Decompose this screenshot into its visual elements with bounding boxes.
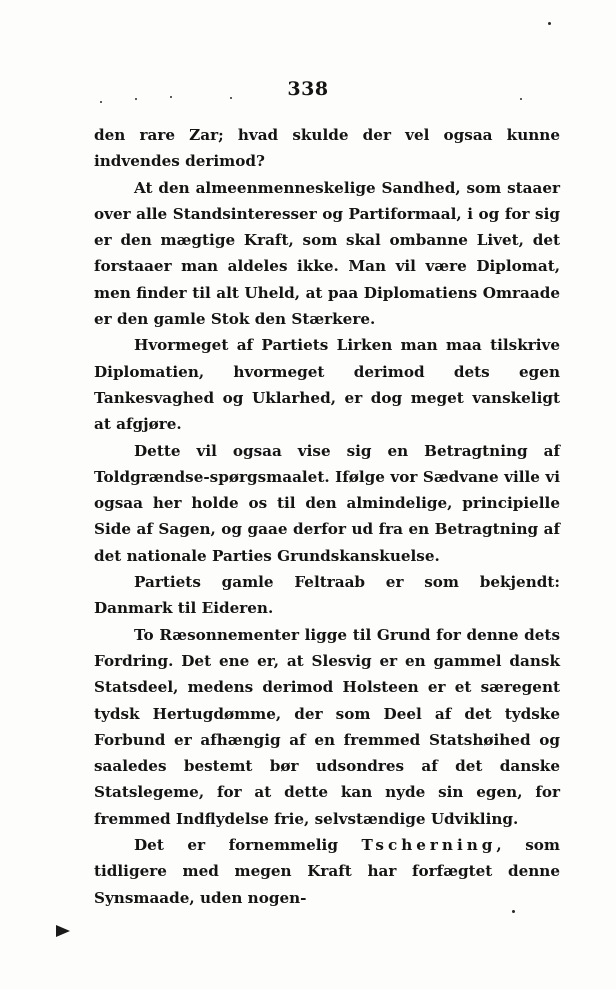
paragraph: Dette vil ogsaa vise sig en Betragtning af Toldgrændse-spørgsmaalet. Ifølge vor Sædvane ville vi ogsaa her holde os til den almindelige, principielle Side af Sagen, og gaae derfor ud fra en Betragtning af det nationale Parties Grundskanskuelse. xyxy=(94,441,560,565)
paragraph: To Ræsonnementer ligge til Grund for denne dets Fordring. Det ene er, at Slesvig er en gammel dansk Statsdeel, medens derimod Holsteen er et særegent tydsk Hertugdømme, der som Deel af det tydske Forbund er afhængig af en fremmed Statshøihed og saaledes bestemt bør udsondres af det danske Statslegeme, for at dette kan nyde sin egen, for fremmed Indflydelse frie, selvstændige Udvikling. xyxy=(94,625,560,828)
page-number: 338 xyxy=(287,78,329,100)
paragraph: Partiets gamle Feltraab er som bekjendt: Danmark til Eideren. xyxy=(94,573,560,618)
ink-speck xyxy=(548,22,551,25)
paragraph-text: , som tidligere med megen Kraft har forfægtet denne Synsmaade, uden nogen- xyxy=(94,836,560,907)
triangle-mark-icon xyxy=(56,925,70,937)
paragraph-continued: den rare Zar; hvad skulde der vel ogsaa kunne indvendes derimod? xyxy=(94,126,560,171)
ink-speck xyxy=(100,101,102,103)
paragraph: Hvormeget af Partiets Lirken man maa tilskrive Diplomatien, hvormeget derimod dets egen Tankesvaghed og Uklarhed, er dog meget vanskeligt at afgjøre. xyxy=(94,336,560,434)
paragraph: At den almeenmenneskelige Sandhed, som staaer over alle Standsinteresser og Partiformaal, i og for sig er den mægtige Kraft, som skal ombanne Livet, det forstaaer man aldeles ikke. Man vil være Diplomat, men finder til alt Uheld, at paa Diplomatiens Omraade er den gamle Stok den Stærkere. xyxy=(94,178,560,329)
page-body xyxy=(94,122,560,911)
spaced-name: Tscherning xyxy=(361,836,497,855)
paragraph-text: Det er fornemmelig xyxy=(134,836,362,855)
paragraph-final xyxy=(94,832,560,911)
